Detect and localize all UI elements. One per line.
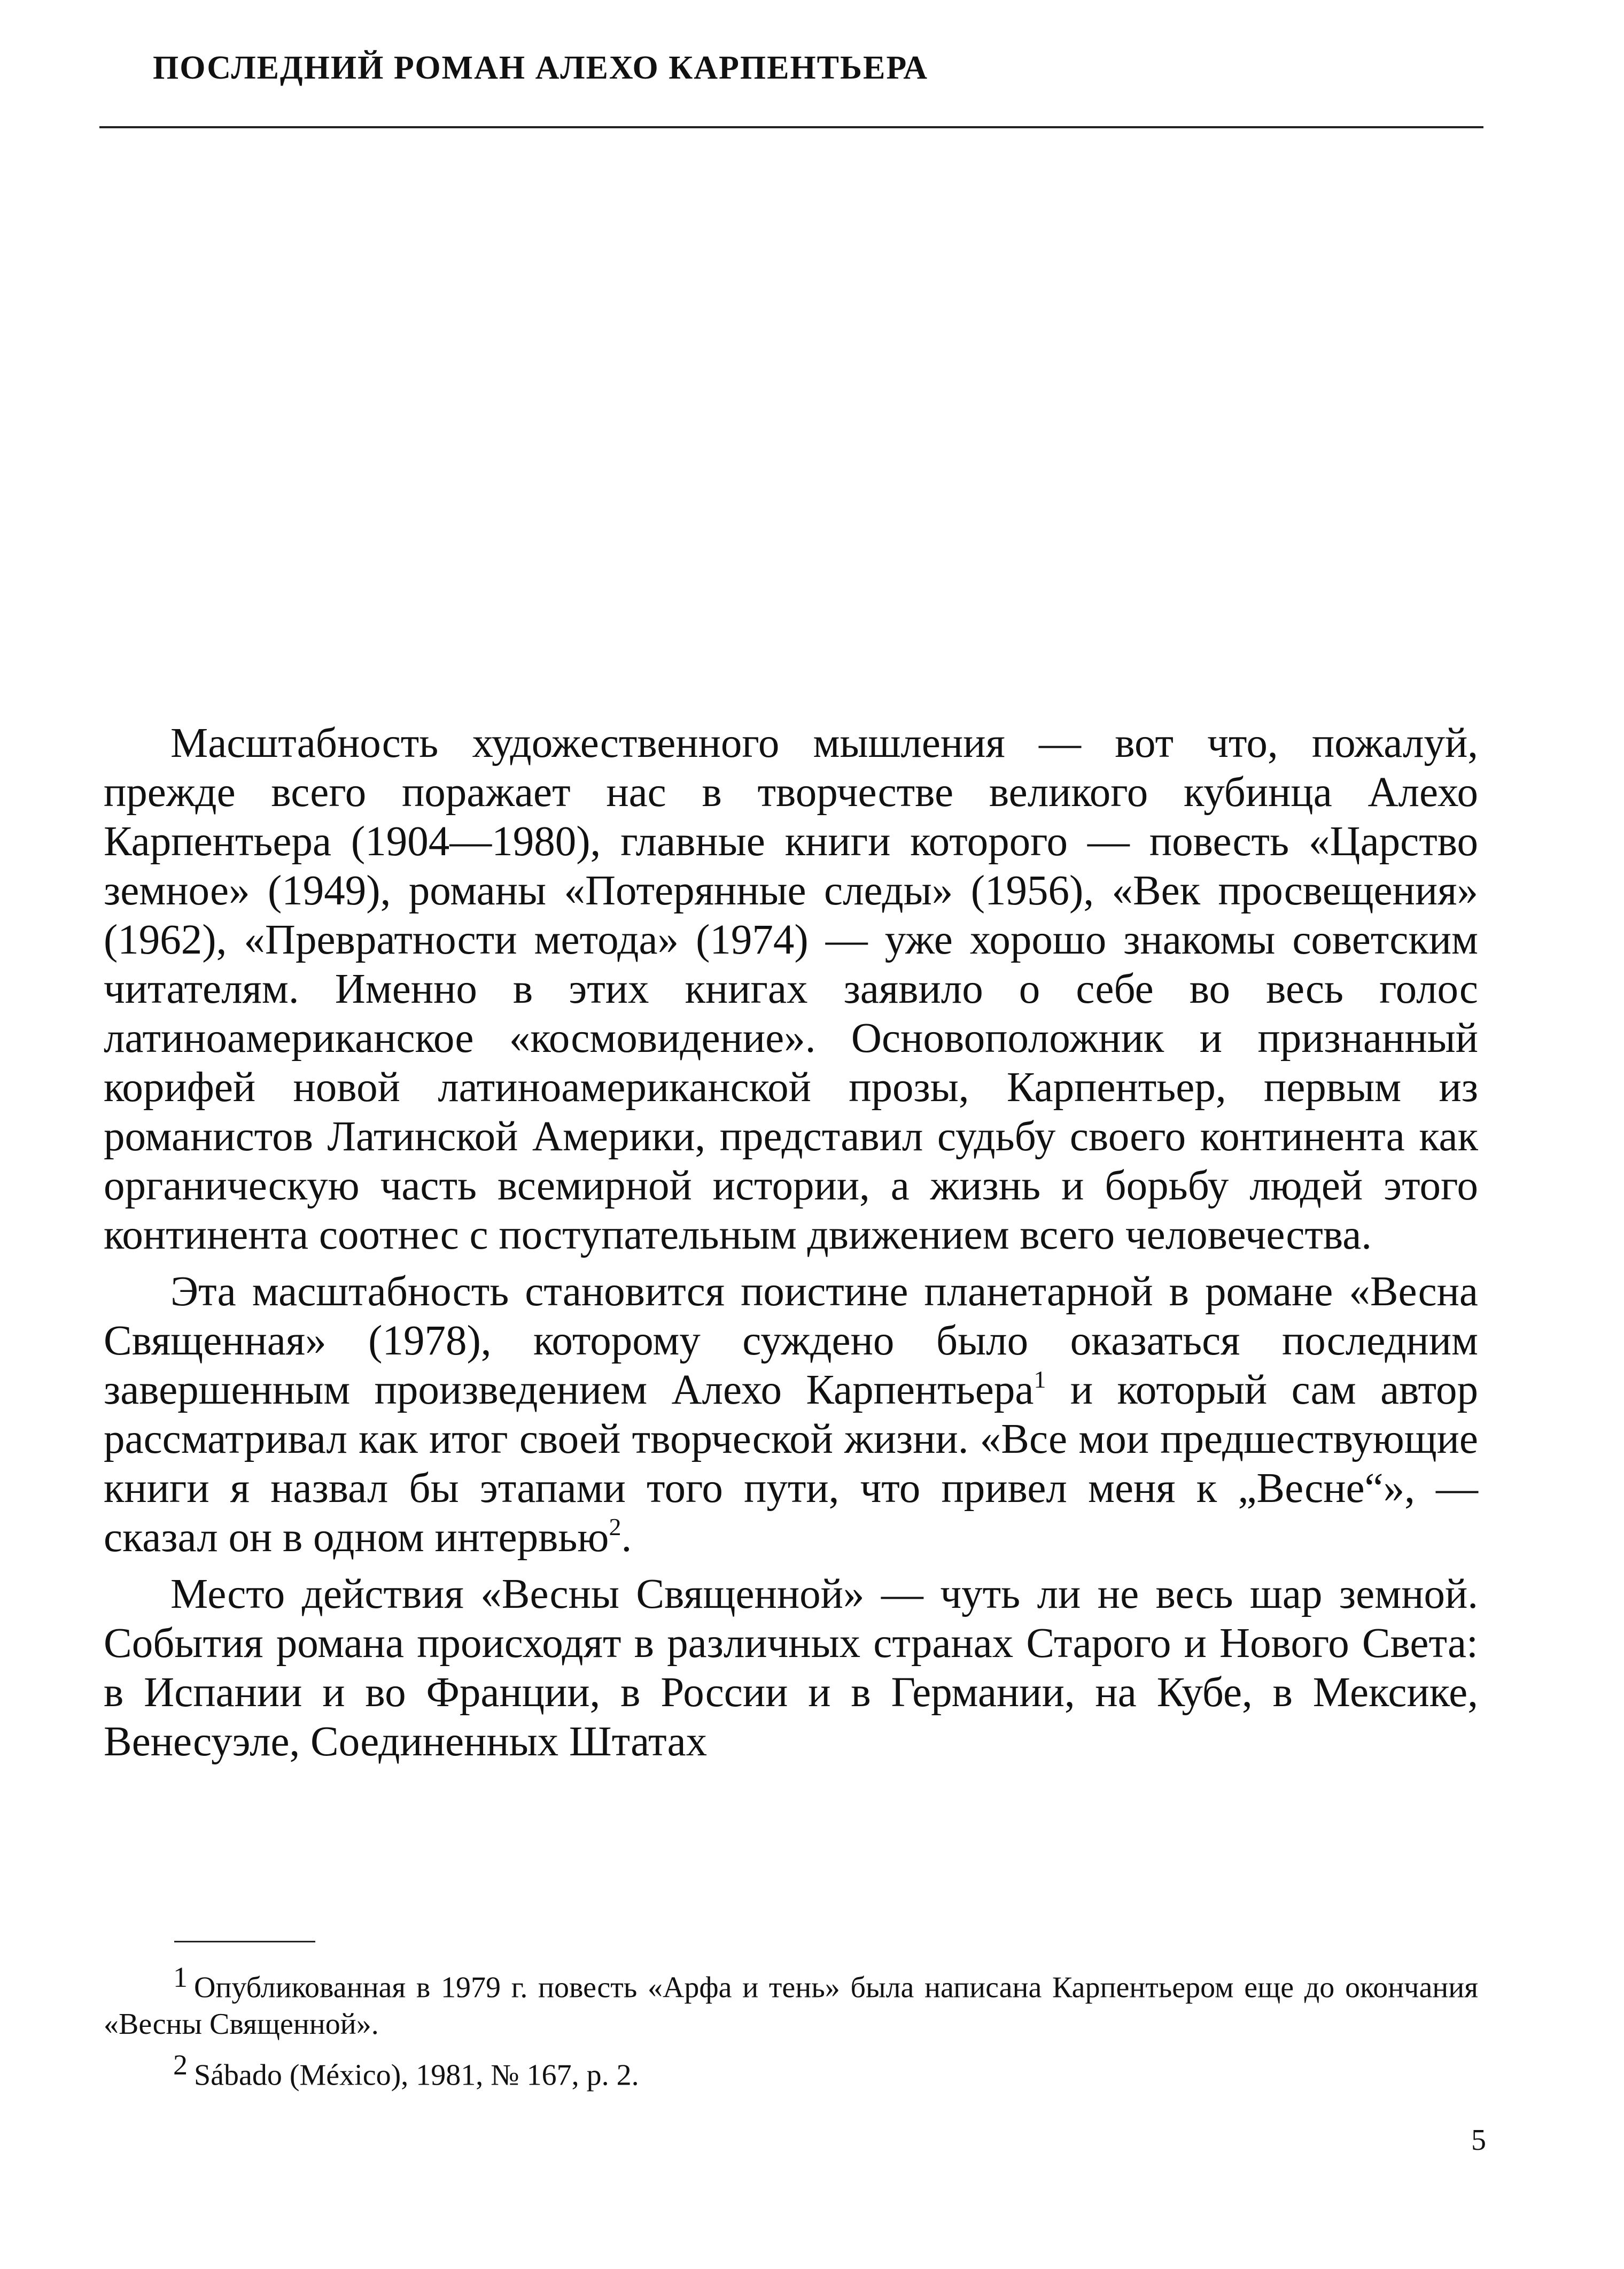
body-text [104,719,1478,1774]
footnote-1-text: Опубликованная в 1979 г. повесть «Арфа и тень» была написана Карпентьером еще до окончания «Весны Священной». [104,1971,1478,2041]
paragraph-3 [104,1570,1478,1767]
running-head: ПОСЛЕДНИЙ РОМАН АЛЕХО КАРПЕНТЬЕРА [153,50,929,86]
header-rule [99,126,1483,128]
paragraph-2-text-c: . [621,1514,632,1561]
paragraph-2-text-a: Эта масштабность становится поистине планетарной в романе «Весна Священная» (1978), которому суждено было оказаться последним завершенным произведением Алехо Карпентьера [104,1268,1478,1413]
paragraph-1-text: Масштабность художественного мышления — вот что, пожалуй, прежде всего поражает нас в творчестве великого кубинца Алехо Карпентьера (1904—1980), главные книги которого — повесть «Царство земное» (1949), романы «Потерянные следы» (1956), «Век просвещения» (1962), «Превратности метода» (1974) — уже хорошо знакомы советским читателям. Именно в этих книгах заявило о себе во весь голос латиноамериканское «космовидение». Основоположник и признанный корифей новой латиноамериканской прозы, Карпентьер, первым из романистов Латинской Америки, представил судьбу своего континента как органическую часть всемирной истории, а жизнь и борьбу людей этого континента соотнес с поступательным движением всего человечества. [104,720,1478,1258]
footnote-1-mark: 1 [173,1961,188,1993]
footnote-ref-1[interactable]: 1 [1034,1366,1046,1393]
footnote-2-text: Sábado (México), 1981, № 167, p. 2. [194,2058,639,2092]
paragraph-1 [104,719,1478,1260]
paragraph-2 [104,1267,1478,1562]
footnote-ref-2[interactable]: 2 [609,1513,621,1540]
paragraph-2-text-b: и который сам автор рассматривал как итог своей творческой жизни. «Все мои предшествующие книги я назвал бы этапами того пути, что привел меня к „Весне“», — сказал он в одном интервью [104,1367,1478,1561]
footnote-1 [104,1959,1478,2042]
footnote-rule [174,1941,315,1942]
page-number: 5 [1471,2124,1486,2157]
footnote-2 [104,2047,1478,2094]
footnote-2-mark: 2 [173,2048,188,2081]
footnotes [104,1959,1478,2097]
paragraph-3-text: Место действия «Весны Священной» — чуть ли не весь шар земной. События романа происходят в различных странах Старого и Нового Света: в Испании и во Франции, в России и в Германии, на Кубе, в Мексике, Венесуэле, Соединенных Штатах [104,1571,1478,1765]
